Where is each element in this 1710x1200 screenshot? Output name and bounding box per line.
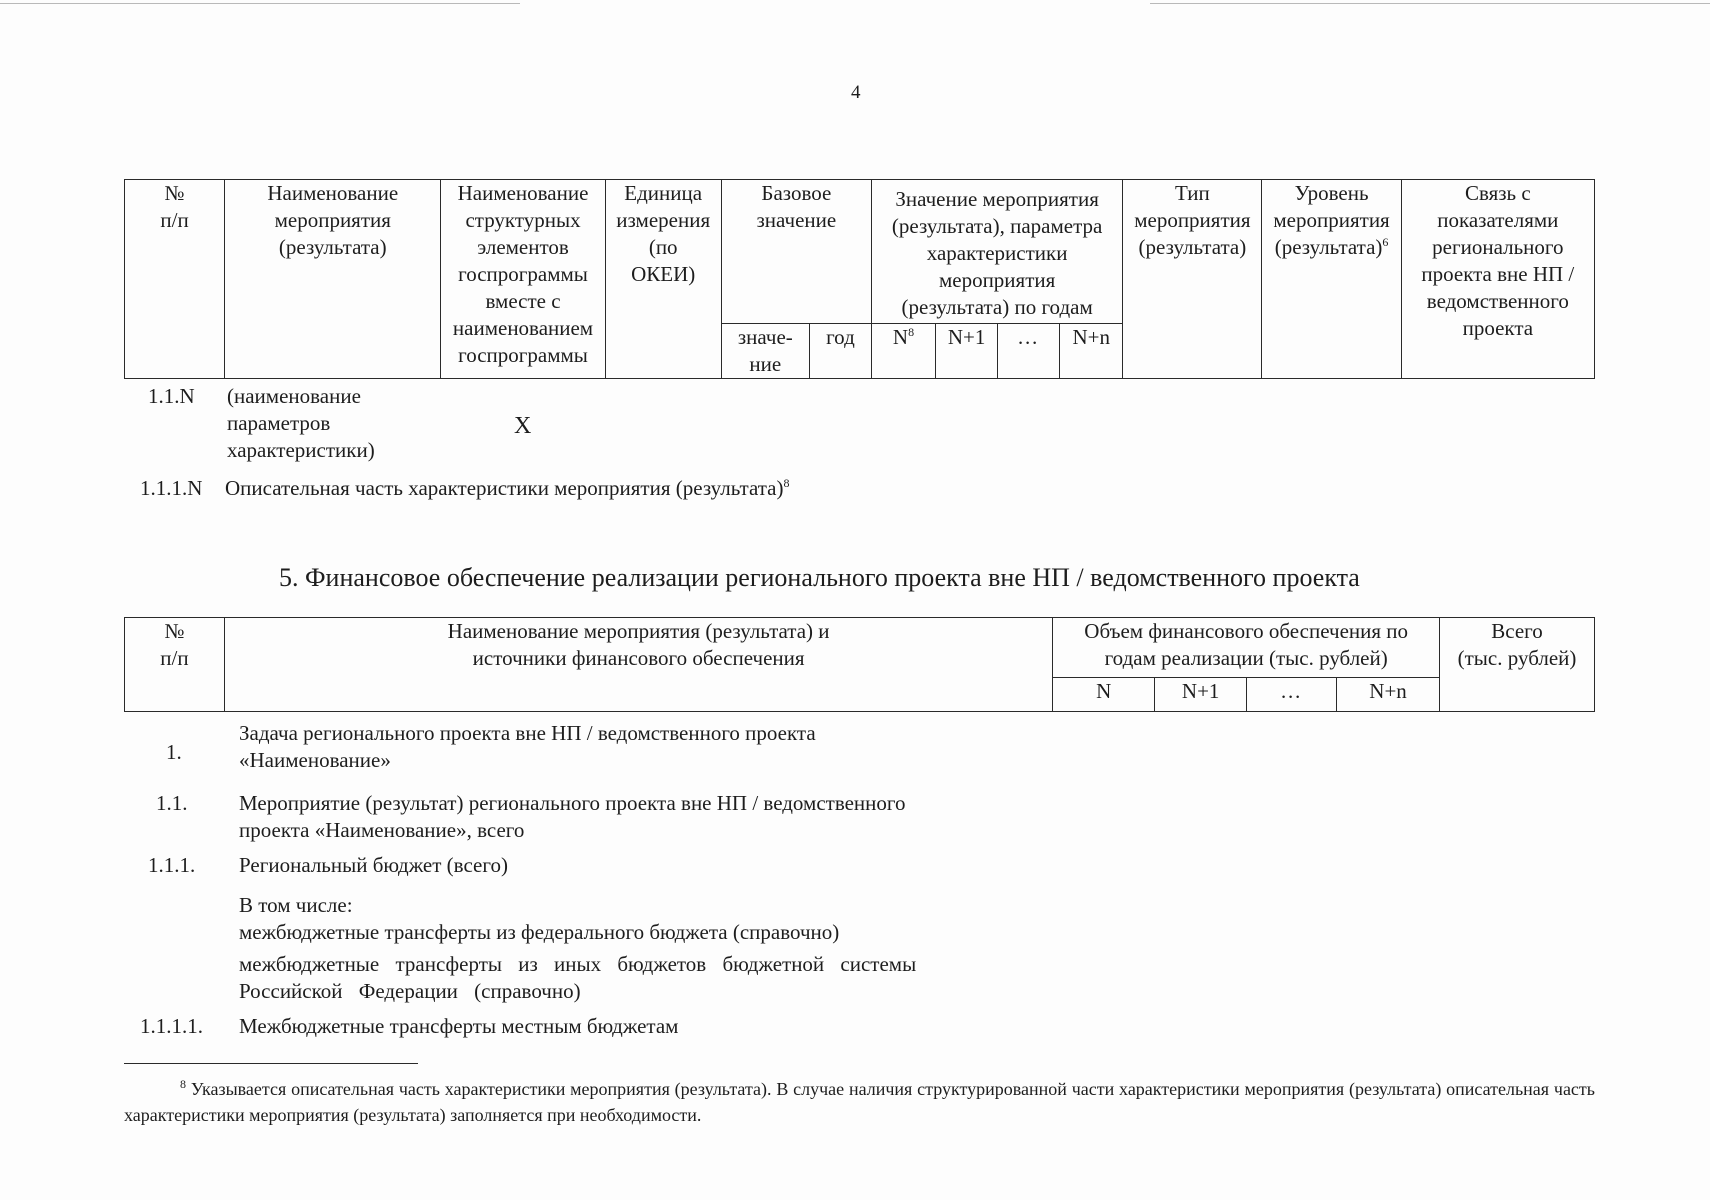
footnote-mark: 8 (180, 1077, 186, 1091)
fin-row-other-budgets-text (239, 951, 1039, 1005)
fin-header-year-dots: … (1280, 679, 1304, 703)
page-number: 4 (851, 82, 861, 103)
scan-edge-right (1150, 3, 1710, 4)
fin-header-name: Наименование мероприятия (результата) и источники финансового обеспечения (447, 619, 830, 670)
fin-header-total: Всего (тыс. рублей) (1457, 619, 1577, 670)
scan-edge-left (0, 3, 520, 4)
header-link: Связь с показателями регионального проекта вне НП / ведомственного проекта (1421, 181, 1575, 340)
fin-row-1-1-1-1-num: 1.1.1.1. (140, 1014, 203, 1038)
fin-row-1-1-num: 1.1. (156, 791, 188, 815)
header-struct: Наименование структурных элементов госпрограммы вместе с наименованием госпрограммы (452, 181, 594, 367)
fin-header-num: № п/п (160, 619, 189, 670)
header-num: № п/п (160, 181, 189, 232)
footnote (124, 1076, 1595, 1128)
footnote-rule (124, 1063, 418, 1064)
fin-row-1-1-text: Мероприятие (результат) регионального проекта вне НП / ведомственного проекта «Наименование», всего (239, 791, 906, 842)
header-unit: Единица измерения (по ОКЕИ) (616, 181, 711, 286)
finance-table-header (124, 617, 1595, 712)
fin-header-year-n1: N+1 (1181, 679, 1220, 703)
fin-row-federal-text: межбюджетные трансферты из федерального бюджета (справочно) (239, 920, 840, 944)
fin-header-volume: Объем финансового обеспечения по годам реализации (тыс. рублей) (1084, 619, 1409, 670)
section-5-title: 5. Финансовое обеспечение реализации регионального проекта вне НП / ведомственного проекта (279, 563, 1360, 592)
fin-row-1-num: 1. (166, 740, 182, 764)
row-1-1-1-n-num: 1.1.1.N (140, 476, 203, 500)
header-year-n: N (892, 325, 909, 349)
row-1-1-1-n-footnote: 8 (783, 476, 790, 490)
header-level-footnote: 6 (1382, 235, 1389, 249)
fin-row-other-budgets-label: межбюджетные трансферты из иных бюджетов бюджетной системы Российской Федерации (справочно) (239, 952, 917, 1003)
header-year-n1: N+1 (947, 325, 986, 349)
row-1-1-1-n-text: Описательная часть характеристики мероприятия (результата) (225, 476, 784, 500)
header-values: Значение мероприятия (результата), параметра характеристики мероприятия (результата) по годам (891, 187, 1103, 319)
header-base-year: год (826, 325, 855, 349)
fin-header-year-n: N (1096, 679, 1112, 703)
fin-row-1-1-1-1-text: Межбюджетные трансферты местным бюджетам (239, 1014, 679, 1038)
fin-row-including-text: В том числе: (239, 893, 353, 917)
row-1-1-1-n-text-wrap (225, 475, 789, 502)
header-type: Тип мероприятия (результата) (1134, 181, 1251, 259)
row-1-1-n-num: 1.1.N (148, 384, 195, 408)
fin-row-1-1-1-num: 1.1.1. (148, 853, 196, 877)
header-year-nn: N+n (1072, 325, 1110, 349)
fin-row-1-1-1-text: Региональный бюджет (всего) (239, 853, 508, 877)
fin-row-1-text: Задача регионального проекта вне НП / ведомственного проекта «Наименование» (239, 721, 816, 772)
header-year-dots: … (1017, 325, 1041, 349)
header-name: Наименование мероприятия (результата) (267, 181, 399, 259)
results-table-header (124, 179, 1595, 379)
row-1-1-n-mark: X (514, 413, 532, 439)
fin-header-year-nn: N+n (1369, 679, 1407, 703)
header-base: Базовое значение (756, 181, 837, 232)
header-base-value: значе- ние (737, 325, 793, 376)
row-1-1-n-name: (наименование параметров характеристики) (227, 384, 375, 462)
header-level: Уровень мероприятия (результата) (1273, 181, 1390, 259)
footnote-text: Указывается описательная часть характеристики мероприятия (результата). В случае наличия структурированной части характеристики мероприятия (результата) описательная часть характеристики мероприятия (результата) заполняется при необходимости. (124, 1079, 1596, 1125)
header-year-n-footnote: 8 (908, 325, 915, 339)
